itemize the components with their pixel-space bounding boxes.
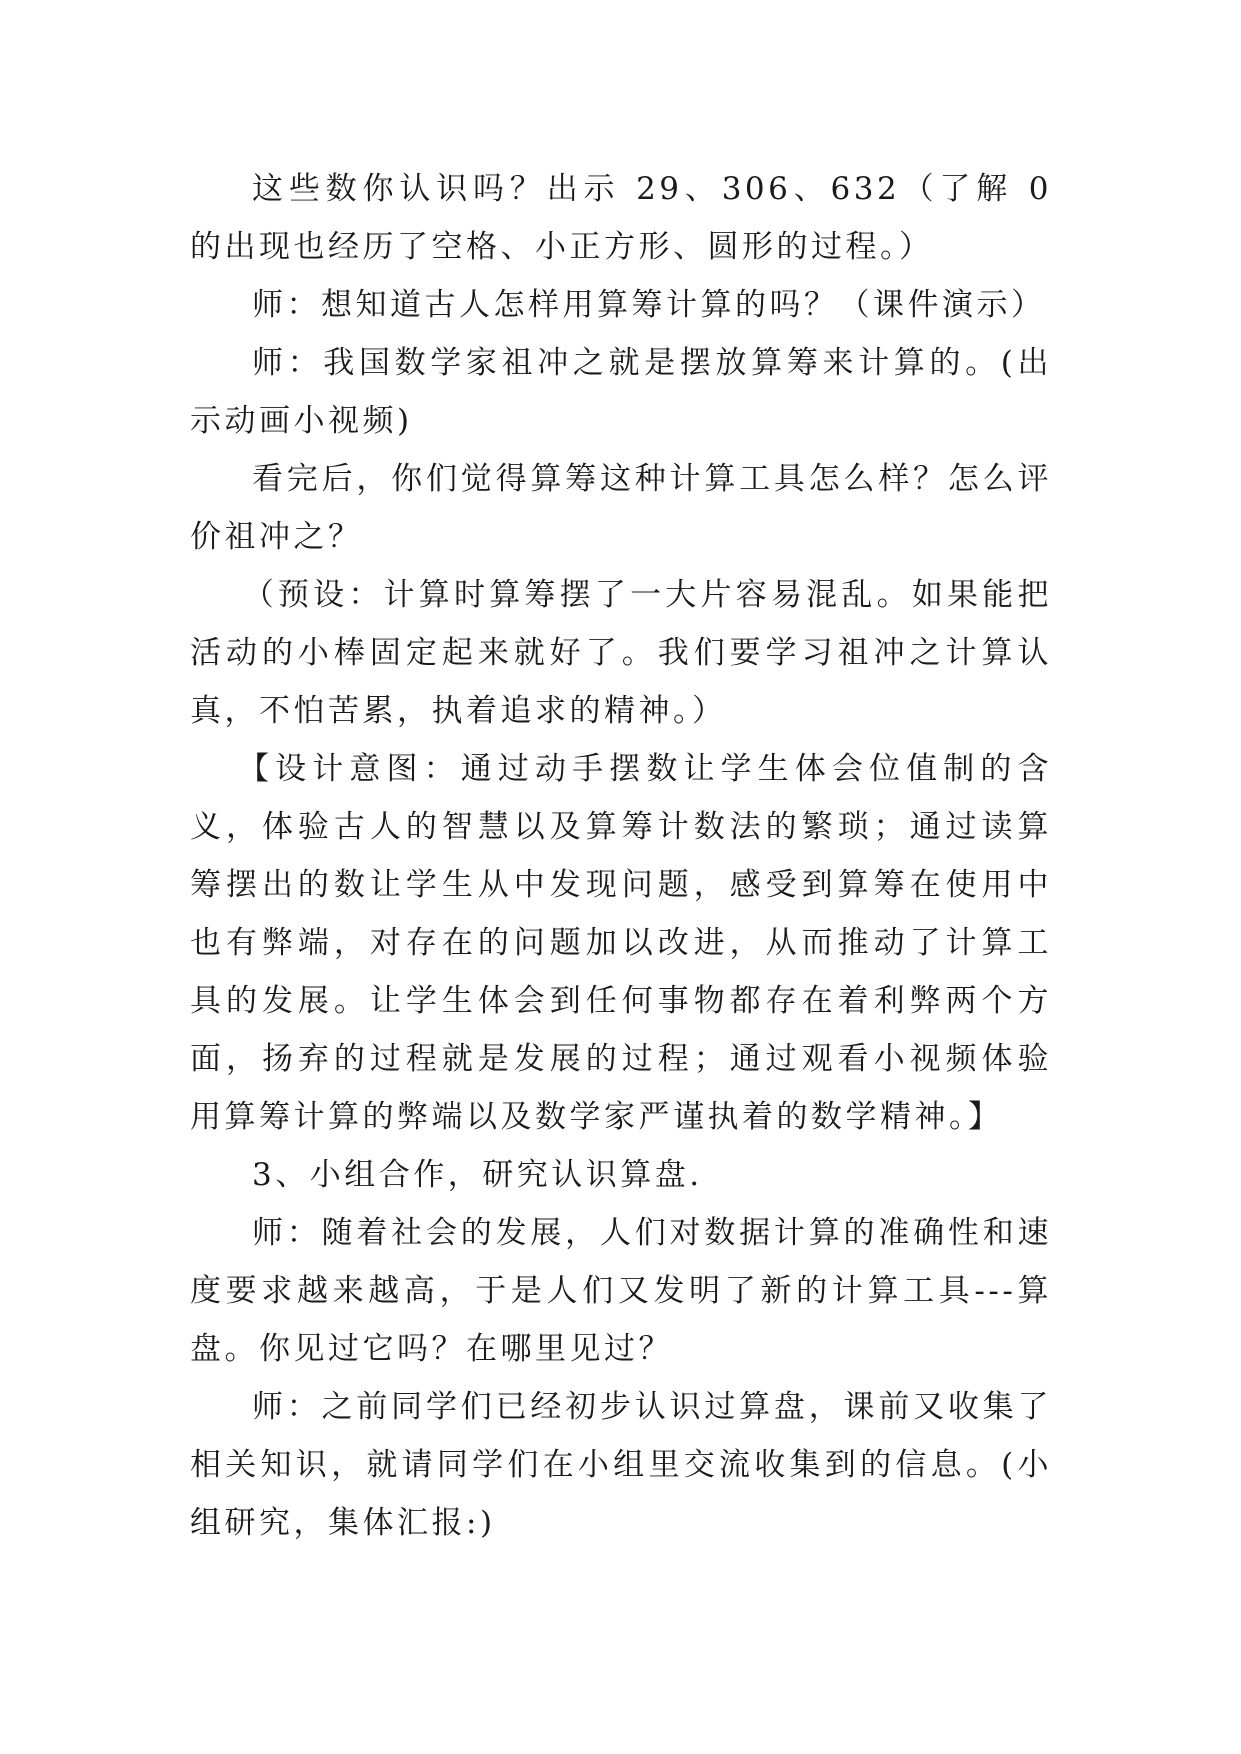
paragraph-presupposition: （预设：计算时算筹摆了一大片容易混乱。如果能把活动的小棒固定起来就好了。我们要学习祖冲之计算认真，不怕苦累，执着追求的精神。） <box>190 577 1052 729</box>
paragraph-after-watching: 看完后，你们觉得算筹这种计算工具怎么样？怎么评价祖冲之？ <box>190 461 1052 555</box>
paragraph-teacher-group-discussion: 师：之前同学们已经初步认识过算盘，课前又收集了相关知识，就请同学们在小组里交流收集到的信息。(小组研究，集体汇报:) <box>190 1389 1052 1541</box>
paragraph-teacher-abacus-intro: 师：随着社会的发展，人们对数据计算的准确性和速度要求越来越高，于是人们又发明了新的计算工具---算盘。你见过它吗？在哪里见过？ <box>190 1215 1052 1367</box>
section-heading-group-work: 3、小组合作，研究认识算盘. <box>252 1157 703 1193</box>
paragraph-design-intent: 【设计意图：通过动手摆数让学生体会位值制的含义，体验古人的智慧以及算筹计数法的繁琐；通过读算筹摆出的数让学生从中发现问题，感受到算筹在使用中也有弊端，对存在的问题加以改进，从而推动了计算工具的发展。让学生体会到任何事物都存在着利弊两个方面，扬弃的过程就是发展的过程；通过观看小视频体验用算筹计算的弊端以及数学家严谨执着的数学精神。】 <box>190 751 1052 1135</box>
paragraph-numbers-intro: 这些数你认识吗？出示 29、306、632（了解 0 的出现也经历了空格、小正方形、圆形的过程。） <box>190 171 1052 265</box>
document-body <box>190 160 1052 1552</box>
paragraph-teacher-question-counting-rods: 师：想知道古人怎样用算筹计算的吗？（课件演示） <box>252 287 1046 323</box>
paragraph-teacher-zu-chongzhi: 师：我国数学家祖冲之就是摆放算筹来计算的。(出示动画小视频) <box>190 345 1052 439</box>
